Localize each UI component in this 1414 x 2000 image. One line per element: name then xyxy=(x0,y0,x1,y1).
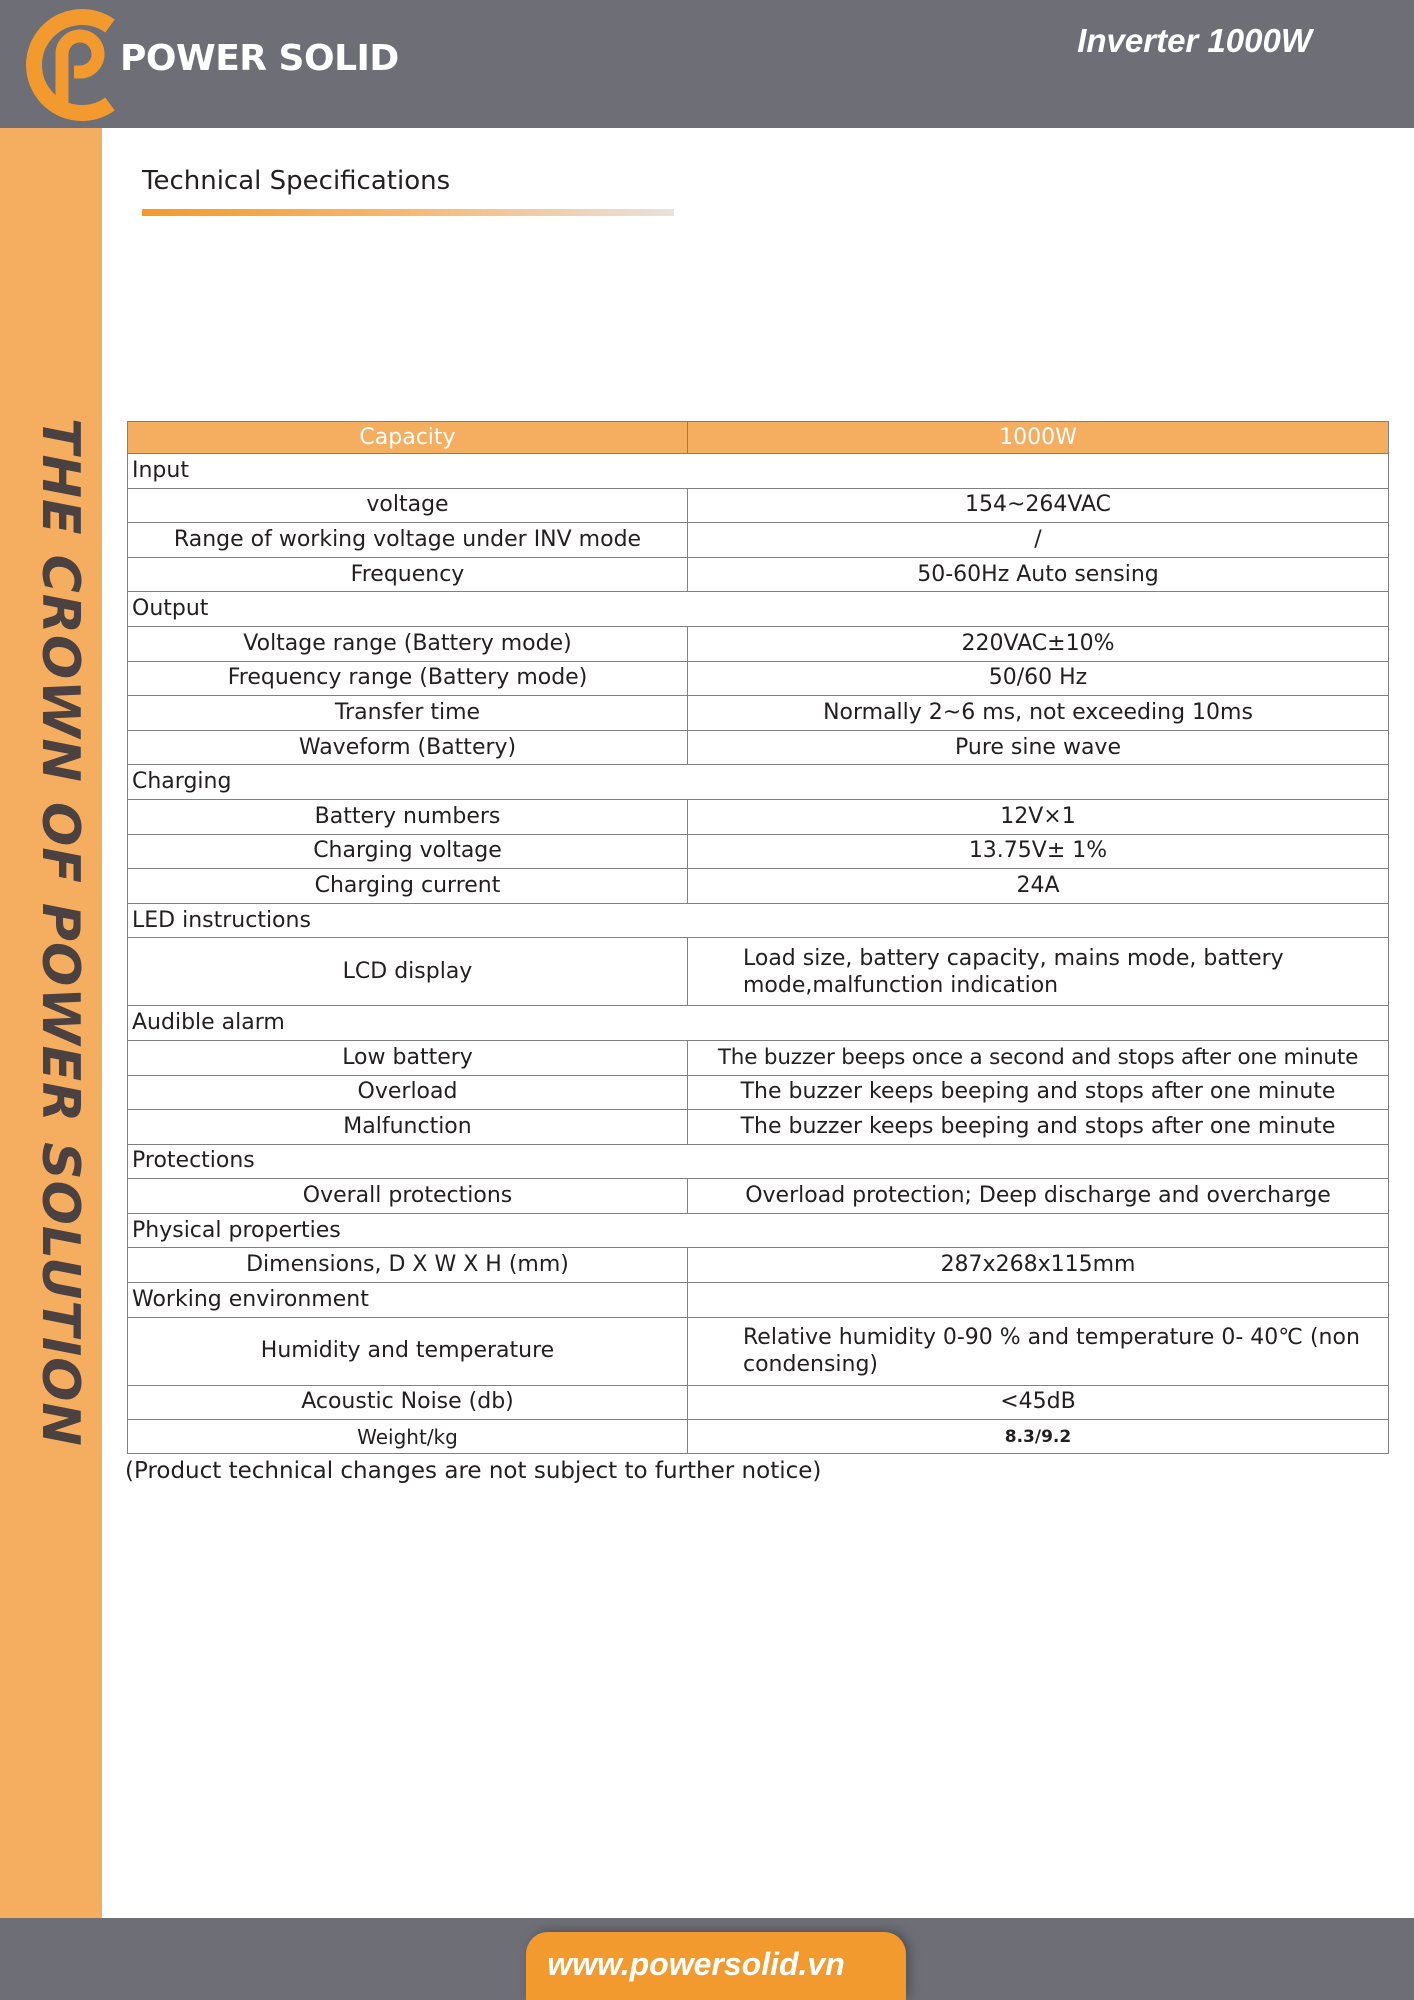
group-row xyxy=(128,454,1389,489)
spec-value: 8.3/9.2 xyxy=(688,1420,1389,1454)
spec-label: LCD display xyxy=(128,938,688,1006)
table-row xyxy=(128,626,1389,661)
group-row xyxy=(128,592,1389,627)
table-row xyxy=(128,1420,1389,1454)
spec-value: Load size, battery capacity, mains mode, battery mode,malfunction indication xyxy=(688,938,1389,1006)
table-row xyxy=(128,869,1389,904)
spec-table xyxy=(127,421,1389,1454)
spec-value: <45dB xyxy=(688,1385,1389,1420)
group-heading: Working environment xyxy=(128,1283,688,1318)
table-row xyxy=(128,834,1389,869)
table-row xyxy=(128,523,1389,558)
group-heading: Audible alarm xyxy=(128,1006,1389,1041)
table-row xyxy=(128,488,1389,523)
spec-value: Pure sine wave xyxy=(688,730,1389,765)
spec-label: Frequency xyxy=(128,557,688,592)
spec-value: Overload protection; Deep discharge and overcharge xyxy=(688,1179,1389,1214)
table-row xyxy=(128,1317,1389,1385)
table-header-row xyxy=(128,422,1389,454)
group-row xyxy=(128,1213,1389,1248)
table-row xyxy=(128,1248,1389,1283)
spec-label: Malfunction xyxy=(128,1110,688,1145)
title-underline xyxy=(142,209,674,216)
spec-label: Charging current xyxy=(128,869,688,904)
footnote: (Product technical changes are not subject to further notice) xyxy=(125,1458,822,1484)
group-row xyxy=(128,1006,1389,1041)
group-heading: Protections xyxy=(128,1144,1389,1179)
spec-value: 12V×1 xyxy=(688,799,1389,834)
spec-value: Normally 2~6 ms, not exceeding 10ms xyxy=(688,696,1389,731)
spec-label: Waveform (Battery) xyxy=(128,730,688,765)
group-row xyxy=(128,1283,1389,1318)
spec-label: Overload xyxy=(128,1075,688,1110)
spec-label: Frequency range (Battery mode) xyxy=(128,661,688,696)
website-link[interactable]: www.powersolid.vn xyxy=(547,1946,845,1982)
table-row xyxy=(128,1385,1389,1420)
table-row xyxy=(128,557,1389,592)
spec-label: Weight/kg xyxy=(128,1420,688,1454)
header-value: 1000W xyxy=(688,422,1389,454)
group-row xyxy=(128,765,1389,800)
section-title: Technical Specifications xyxy=(142,166,451,196)
table-row xyxy=(128,661,1389,696)
spec-value: The buzzer keeps beeping and stops after one minute xyxy=(688,1110,1389,1145)
spec-label: Acoustic Noise (db) xyxy=(128,1385,688,1420)
spec-label: Dimensions, D X W X H (mm) xyxy=(128,1248,688,1283)
brand-name: POWER SOLID xyxy=(120,38,399,79)
spec-value: 287x268x115mm xyxy=(688,1248,1389,1283)
spec-value: Relative humidity 0-90 % and temperature 0- 40℃ (non condensing) xyxy=(688,1317,1389,1385)
spec-value: 24A xyxy=(688,869,1389,904)
group-row xyxy=(128,1144,1389,1179)
side-slogan: THE CROWN OF POWER SOLUTION xyxy=(30,418,90,1447)
spec-value: 50-60Hz Auto sensing xyxy=(688,557,1389,592)
table-row xyxy=(128,1179,1389,1214)
group-heading: LED instructions xyxy=(128,903,1389,938)
spec-value: 154~264VAC xyxy=(688,488,1389,523)
table-row xyxy=(128,1040,1389,1075)
page-header xyxy=(0,0,1414,128)
table-row xyxy=(128,1075,1389,1110)
product-title: Inverter 1000W xyxy=(1077,22,1312,59)
group-row xyxy=(128,903,1389,938)
table-row xyxy=(128,730,1389,765)
empty-cell xyxy=(688,1283,1389,1318)
spec-value: The buzzer keeps beeping and stops after one minute xyxy=(688,1075,1389,1110)
table-row xyxy=(128,696,1389,731)
spec-value: / xyxy=(688,523,1389,558)
spec-label: Battery numbers xyxy=(128,799,688,834)
group-heading: Output xyxy=(128,592,1389,627)
spec-label: Transfer time xyxy=(128,696,688,731)
spec-label: Overall protections xyxy=(128,1179,688,1214)
spec-label: Charging voltage xyxy=(128,834,688,869)
group-heading: Input xyxy=(128,454,1389,489)
group-heading: Physical properties xyxy=(128,1213,1389,1248)
power-solid-logo-icon xyxy=(18,4,130,126)
spec-label: Range of working voltage under INV mode xyxy=(128,523,688,558)
table-row xyxy=(128,799,1389,834)
spec-value: 13.75V± 1% xyxy=(688,834,1389,869)
table-row xyxy=(128,1110,1389,1145)
spec-value: 220VAC±10% xyxy=(688,626,1389,661)
spec-label: Humidity and temperature xyxy=(128,1317,688,1385)
spec-label: Low battery xyxy=(128,1040,688,1075)
table-row xyxy=(128,938,1389,1006)
spec-label: voltage xyxy=(128,488,688,523)
header-label: Capacity xyxy=(128,422,688,454)
spec-label: Voltage range (Battery mode) xyxy=(128,626,688,661)
spec-value: 50/60 Hz xyxy=(688,661,1389,696)
spec-value: The buzzer beeps once a second and stops after one minute xyxy=(688,1040,1389,1075)
website-badge[interactable] xyxy=(526,1932,906,2000)
group-heading: Charging xyxy=(128,765,1389,800)
